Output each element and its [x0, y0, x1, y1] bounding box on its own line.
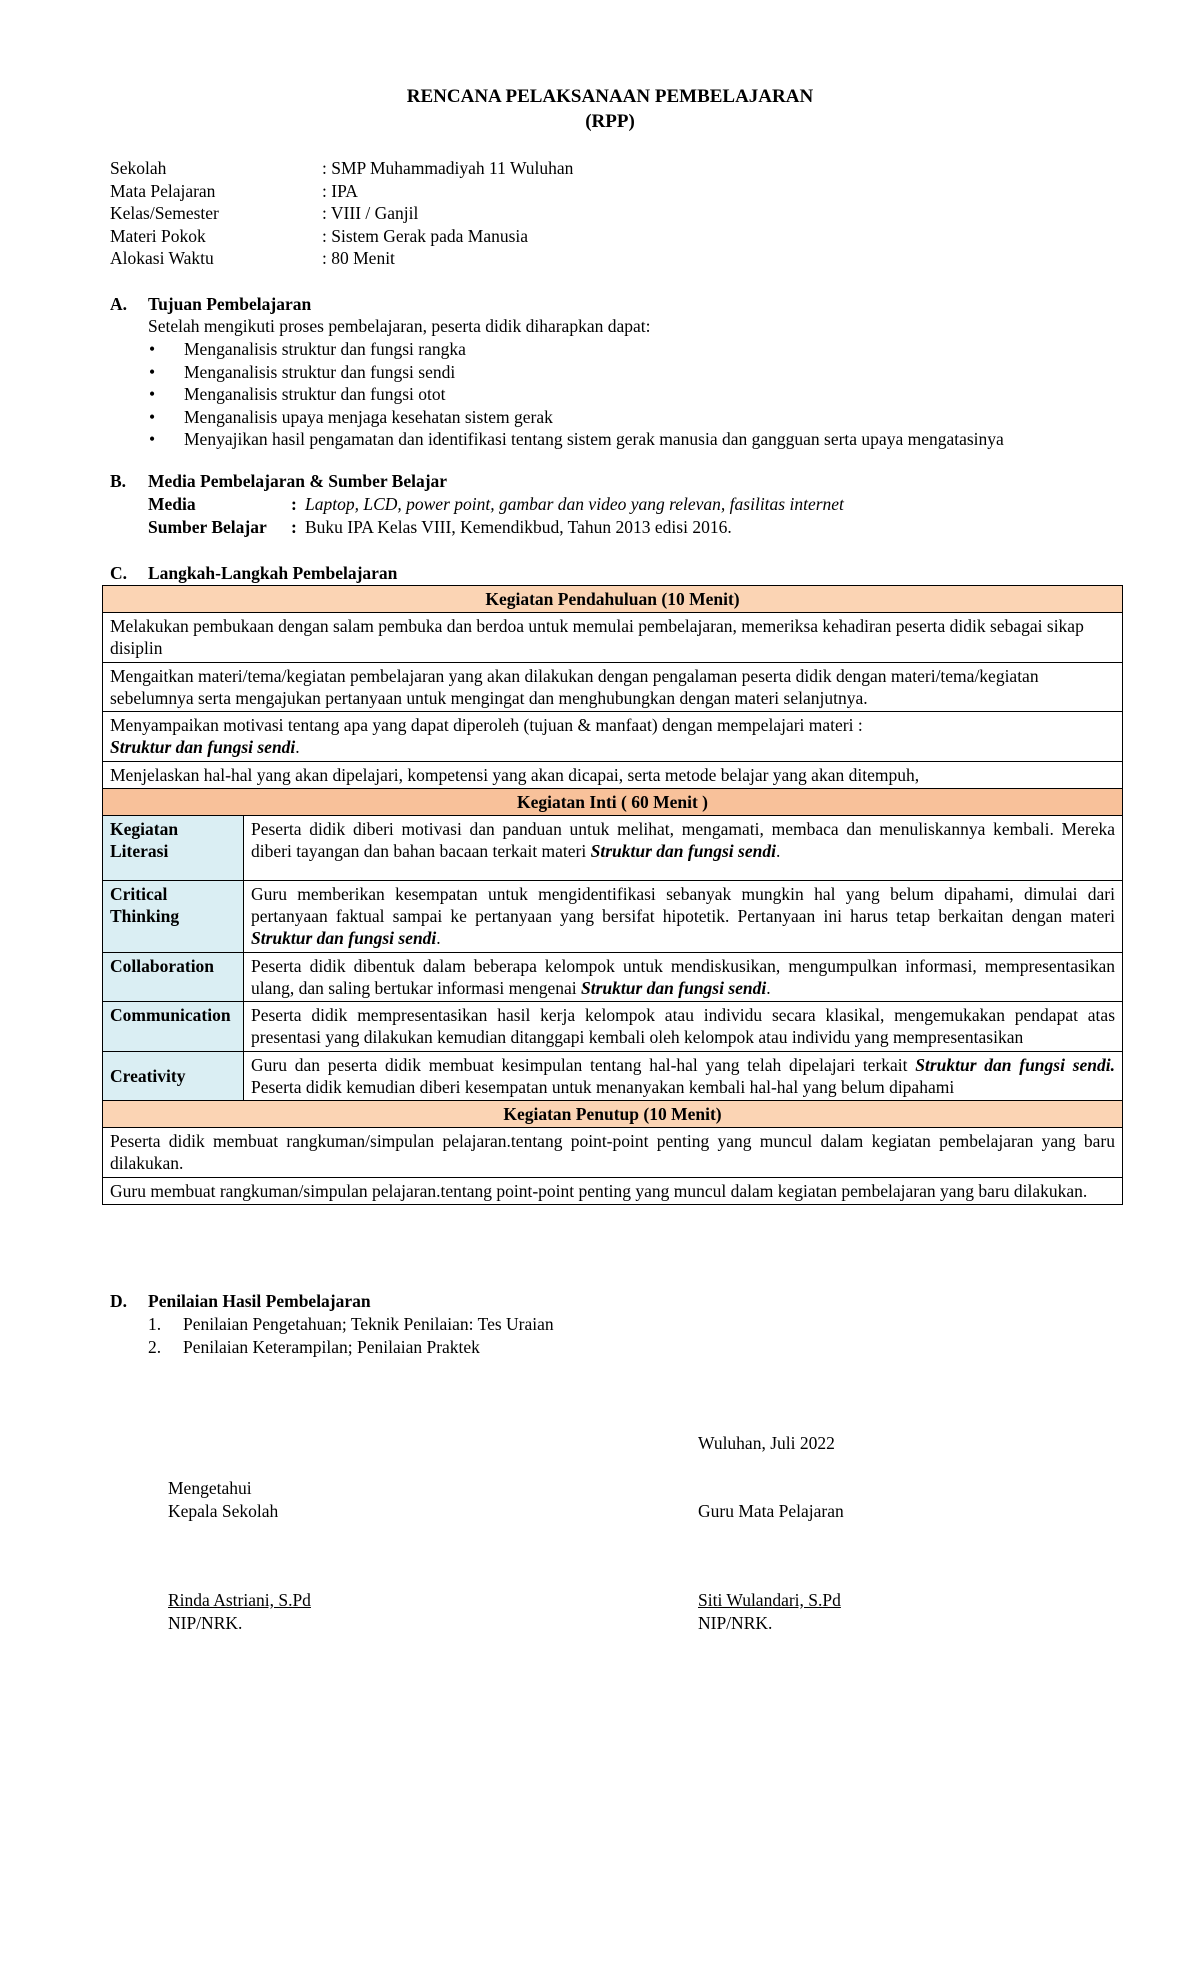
activity-text — [244, 1051, 1123, 1100]
section-b-heading — [110, 470, 447, 492]
list-item-text: Menganalisis struktur dan fungsi sendi — [184, 361, 456, 382]
table-row — [103, 952, 1123, 1001]
table-row — [103, 1002, 1123, 1051]
table-row — [103, 613, 1123, 662]
section-title: Tujuan Pembelajaran — [148, 294, 312, 314]
identity-value: : SMP Muhammadiyah 11 Wuluhan — [322, 158, 574, 178]
media-label: Media — [148, 494, 196, 514]
activity-label: Communication — [103, 1002, 244, 1051]
identity-label: Sekolah — [110, 158, 167, 178]
list-item-text: Menganalisis struktur dan fungsi rangka — [184, 339, 466, 359]
table-cell: Mengaitkan materi/tema/kegiatan pembelajaran yang akan dilakukan dengan pengalaman peserta didik dengan materi/tema/kegiatan sebelumnya serta mengajukan pertanyaan untuk mengingat dan menghubungkan dengan materi selanjutnya. — [103, 662, 1123, 711]
list-item — [148, 1336, 554, 1359]
table-row — [103, 1051, 1123, 1100]
topic-emphasis: Struktur dan fungsi sendi — [590, 841, 776, 862]
left-caption: Mengetahui — [168, 1478, 252, 1498]
table-cell — [103, 712, 1123, 761]
table-cell: Melakukan pembukaan dengan salam pembuka dan berdoa untuk memulai pembelajaran, memeriksa kehadiran peserta didik sebagai sikap disiplin — [103, 613, 1123, 662]
identity-row-class — [110, 202, 573, 225]
topic-emphasis: Struktur dan fungsi sendi — [110, 737, 296, 758]
source-label: Sumber Belajar — [148, 517, 267, 537]
list-number: 1. — [148, 1314, 162, 1334]
activity-text: Peserta didik mempresentasikan hasil kerja kelompok atau individu secara klasikal, mengemukakan pendapat atas presentasi yang dilakukan kemudian ditanggapi kembali oleh kelompok atau individu yang mempresentasikan — [244, 1002, 1123, 1051]
table-row — [103, 662, 1123, 711]
list-number: 2. — [148, 1337, 162, 1357]
identity-label: Materi Pokok — [110, 225, 206, 246]
list-item-text: Penilaian Keterampilan; Penilaian Praktek — [183, 1337, 480, 1357]
identity-value: : IPA — [322, 180, 358, 201]
activity-label: Collaboration — [103, 952, 244, 1001]
table-cell: Guru membuat rangkuman/simpulan pelajaran.tentang point-point penting yang muncul dalam kegiatan pembelajaran yang baru dilakukan. — [103, 1177, 1123, 1204]
activity-label: Creativity — [103, 1051, 244, 1100]
list-item-text: Menganalisis struktur dan fungsi otot — [184, 384, 446, 404]
identity-value: : VIII / Ganjil — [322, 203, 419, 223]
identity-value: : Sistem Gerak pada Manusia — [322, 225, 529, 246]
table-row — [103, 815, 1123, 880]
table-row — [103, 788, 1123, 815]
section-a-heading — [110, 293, 311, 315]
activity-text — [244, 952, 1123, 1001]
identity-row-school — [110, 157, 573, 180]
motivasi-text: Menyampaikan motivasi tentang apa yang dapat diperoleh (tujuan & manfaat) dengan mempelajari materi : — [110, 715, 863, 736]
media-block — [148, 493, 844, 539]
section-letter: D. — [110, 1291, 128, 1311]
pendahuluan-header: Kegiatan Pendahuluan (10 Menit) — [103, 586, 1123, 613]
table-cell: Menjelaskan hal-hal yang akan dipelajari, kompetensi yang akan dicapai, serta metode belajar yang akan ditempuh, — [103, 761, 1123, 788]
document-title: RENCANA PELAKSANAAN PEMBELAJARAN — [406, 86, 814, 107]
identity-row-time — [110, 247, 573, 270]
source-separator: : — [291, 517, 297, 537]
list-item-text: Menyajikan hasil pengamatan dan identifikasi tentang sistem gerak manusia dan gangguan serta upaya mengatasinya — [184, 429, 1004, 449]
media-value: Laptop, LCD, power point, gambar dan video yang relevan, fasilitas internet — [305, 494, 844, 514]
activity-text-body: Peserta didik kemudian diberi kesempatan untuk menanyakan kembali hal-hal yang belum dipahami — [251, 1076, 955, 1097]
left-role: Kepala Sekolah — [168, 1501, 279, 1521]
identity-block — [110, 157, 573, 270]
list-item — [148, 383, 1004, 406]
activity-label: Critical Thinking — [103, 880, 244, 952]
section-a-intro: Setelah mengikuti proses pembelajaran, peserta didik diharapkan dapat: — [148, 316, 651, 336]
list-item — [148, 1313, 554, 1336]
activity-text-body: Peserta didik diberi motivasi dan panduan untuk melihat, mengamati, membaca dan menuliskannya kembali. Mereka diberi tayangan dan bahan bacaan terkait materi — [251, 818, 1115, 862]
left-signer-nip: NIP/NRK. — [168, 1613, 243, 1633]
identity-value: : 80 Menit — [322, 248, 395, 268]
identity-label: Alokasi Waktu — [110, 248, 214, 268]
bullet-icon: • — [149, 339, 156, 359]
source-value: Buku IPA Kelas VIII, Kemendikbud, Tahun 2013 edisi 2016. — [305, 517, 732, 537]
document-subtitle: (RPP) — [585, 111, 635, 132]
bullet-icon: • — [149, 361, 156, 382]
punctuation: . — [436, 928, 441, 949]
section-c-heading — [110, 562, 397, 584]
table-row — [103, 712, 1123, 761]
identity-row-topic — [110, 225, 573, 248]
section-title: Media Pembelajaran & Sumber Belajar — [148, 471, 448, 491]
right-signer-nip: NIP/NRK. — [698, 1613, 773, 1633]
list-item — [148, 428, 1004, 451]
list-item — [148, 406, 1004, 429]
right-role: Guru Mata Pelajaran — [698, 1501, 844, 1521]
bullet-icon: • — [149, 406, 156, 427]
topic-emphasis: Struktur dan fungsi sendi — [251, 928, 437, 949]
table-row — [103, 1128, 1123, 1177]
list-item-text: Menganalisis upaya menjaga kesehatan sistem gerak — [184, 406, 553, 427]
right-signer-name: Siti Wulandari, S.Pd — [698, 1590, 841, 1610]
left-signer-name: Rinda Astriani, S.Pd — [168, 1590, 311, 1610]
identity-label: Kelas/Semester — [110, 203, 219, 223]
activity-label: Kegiatan Literasi — [103, 815, 244, 880]
table-row — [103, 1100, 1123, 1127]
topic-emphasis: Struktur dan fungsi sendi. — [915, 1054, 1115, 1075]
table-row — [103, 586, 1123, 613]
objectives-list — [148, 338, 1004, 451]
section-title: Langkah-Langkah Pembelajaran — [148, 563, 398, 583]
list-item — [148, 361, 1004, 384]
activity-text — [244, 815, 1123, 880]
table-row — [103, 761, 1123, 788]
punctuation: . — [775, 841, 781, 862]
source-row — [148, 516, 844, 539]
table-row — [103, 1177, 1123, 1204]
assessment-list — [148, 1313, 554, 1359]
identity-label: Mata Pelajaran — [110, 180, 216, 201]
learning-steps-table — [102, 585, 1123, 1205]
section-letter: C. — [110, 563, 128, 583]
list-item-text: Penilaian Pengetahuan; Teknik Penilaian: Tes Uraian — [183, 1314, 554, 1334]
punctuation: . — [766, 977, 771, 998]
media-row — [148, 493, 844, 516]
penutup-header: Kegiatan Penutup (10 Menit) — [103, 1100, 1123, 1127]
place-date: Wuluhan, Juli 2022 — [698, 1433, 835, 1453]
activity-text — [244, 880, 1123, 952]
list-item — [148, 338, 1004, 361]
inti-header: Kegiatan Inti ( 60 Menit ) — [103, 788, 1123, 815]
activity-text-body: Peserta didik dibentuk dalam beberapa kelompok untuk mendiskusikan, mengumpulkan informasi, mempresentasikan ulang, dan saling bertukar informasi mengenai — [251, 955, 1115, 998]
media-separator: : — [291, 494, 297, 514]
bullet-icon: • — [149, 384, 156, 404]
section-title: Penilaian Hasil Pembelajaran — [148, 1291, 371, 1311]
punctuation: . — [295, 737, 300, 758]
table-cell: Peserta didik membuat rangkuman/simpulan pelajaran.tentang point-point penting yang muncul dalam kegiatan pembelajaran yang baru dilakukan. — [103, 1128, 1123, 1177]
section-letter: A. — [110, 294, 128, 314]
activity-text-body: Guru memberikan kesempatan untuk mengidentifikasi sebanyak mungkin hal yang belum dipahami, dimulai dari pertanyaan faktual sampai ke pertanyaan yang bersifat hipotetik. Pertanyaan ini harus tetap berkaitan dengan materi — [251, 883, 1115, 927]
bullet-icon: • — [149, 429, 156, 449]
identity-row-subject — [110, 180, 573, 203]
table-row — [103, 880, 1123, 952]
activity-text-body: Guru dan peserta didik membuat kesimpulan tentang hal-hal yang telah dipelajari terkait — [251, 1054, 908, 1075]
section-d-heading — [110, 1290, 371, 1312]
section-letter: B. — [110, 471, 127, 491]
topic-emphasis: Struktur dan fungsi sendi — [580, 977, 767, 998]
